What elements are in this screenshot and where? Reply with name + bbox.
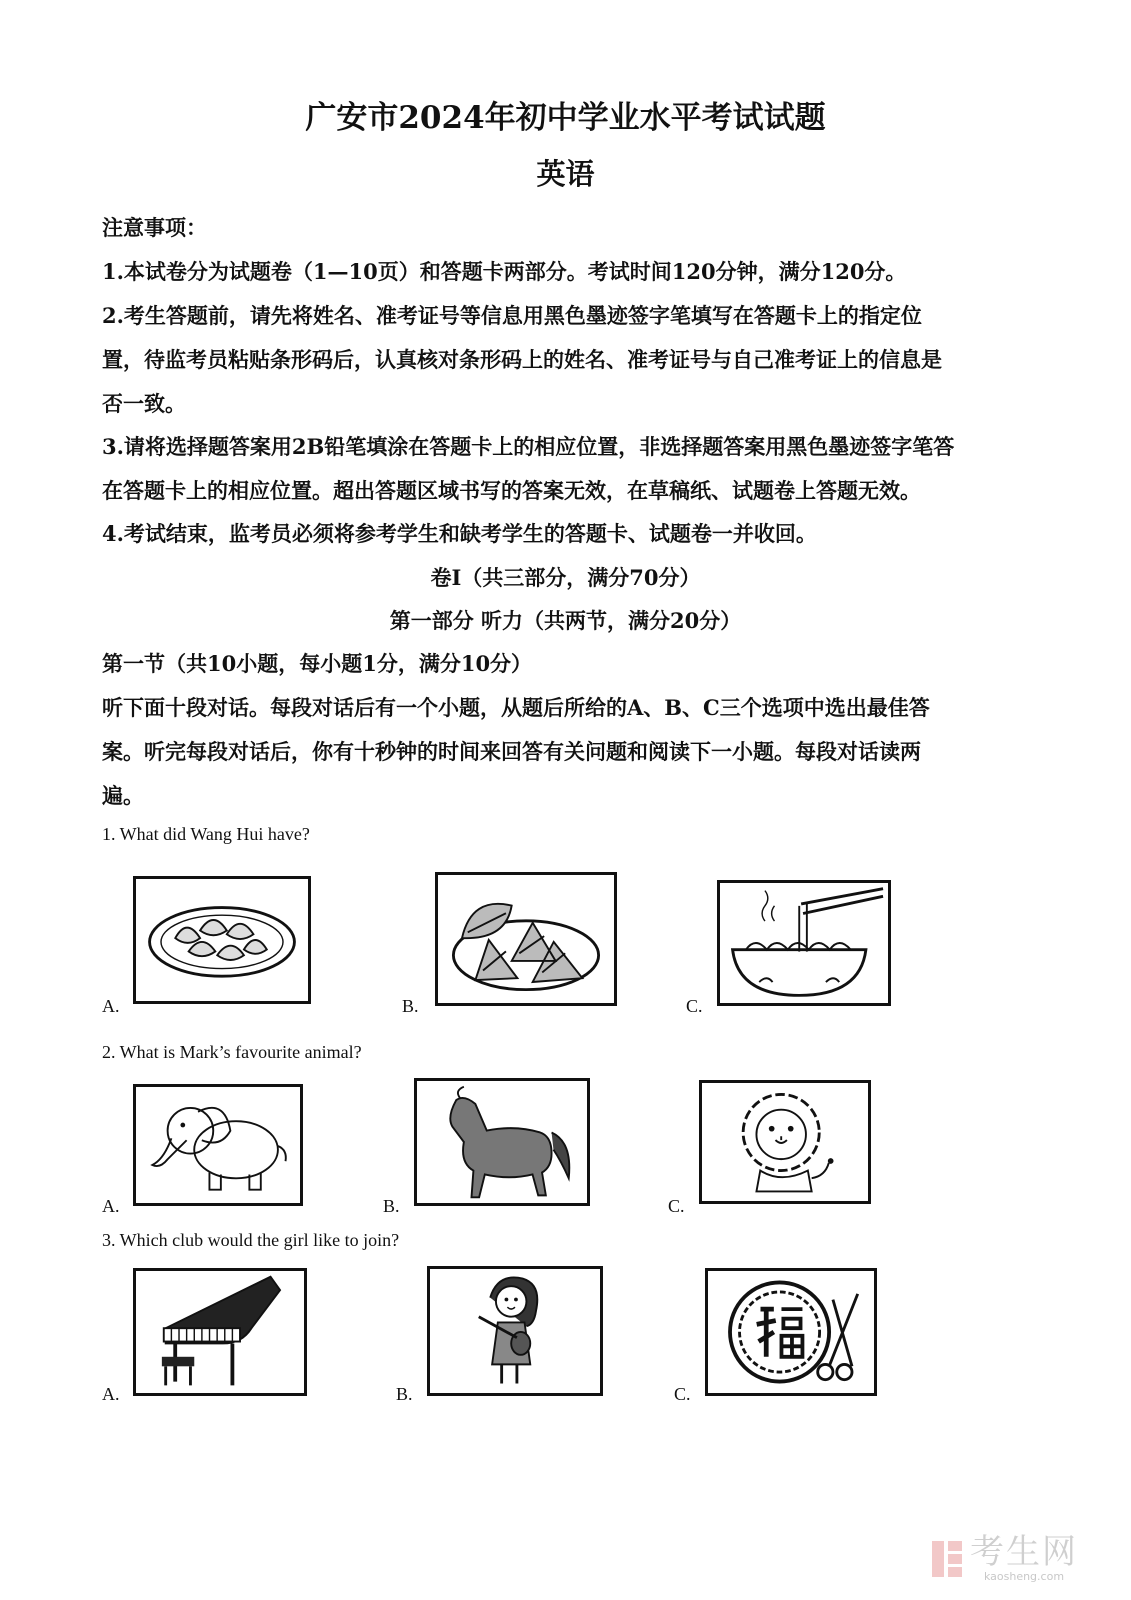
section-title: 第一节（共10小题，每小题1分，满分10分） — [102, 651, 533, 676]
notice-line: 4.考试结束，监考员必须将参考学生和缺考学生的答题卡、试题卷一并收回。 — [102, 521, 817, 546]
guitar-girl-icon[interactable] — [427, 1266, 603, 1396]
volume-heading: 卷Ⅰ（共三部分，满分70分） — [430, 565, 701, 590]
option-label: B. — [402, 996, 419, 1016]
option-label: C. — [686, 996, 703, 1016]
option-label: B. — [383, 1196, 400, 1216]
option-label: C. — [668, 1196, 685, 1216]
option-label: C. — [674, 1384, 691, 1404]
lion-icon[interactable] — [699, 1080, 871, 1204]
option-label: B. — [396, 1384, 413, 1404]
paper-cutting-icon[interactable] — [705, 1268, 877, 1396]
option-label: A. — [102, 1384, 120, 1404]
notice-heading: 注意事项： — [102, 215, 207, 240]
watermark — [930, 1534, 1078, 1583]
horse-icon[interactable] — [414, 1078, 590, 1206]
instruction-line: 遍。 — [102, 783, 144, 808]
subject-title: 英语 — [536, 157, 595, 191]
elephant-icon[interactable] — [133, 1084, 303, 1206]
noodles-icon[interactable] — [717, 880, 891, 1006]
watermark-en: kaosheng.com — [983, 1570, 1065, 1583]
question-2: 2. What is Mark’s favourite animal? — [102, 1042, 362, 1062]
question-1: 1. What did Wang Hui have? — [102, 824, 310, 844]
notice-line: 3.请将选择题答案用2B铅笔填涂在答题卡上的相应位置，非选择题答案用黑色墨迹签字笔答 — [102, 434, 955, 459]
notice-line: 1.本试卷分为试题卷（1—10页）和答题卡两部分。考试时间120分钟，满分120分。 — [102, 259, 907, 284]
option-label: A. — [102, 1196, 120, 1216]
page-title: 广安市2024年初中学业水平考试试题 — [305, 100, 826, 136]
watermark-cn: 考生网 — [970, 1532, 1078, 1572]
instruction-line: 案。听完每段对话后，你有十秒钟的时间来回答有关问题和阅读下一小题。每段对话读两 — [102, 739, 921, 764]
part-heading: 第一部分 听力（共两节，满分20分） — [389, 608, 742, 633]
option-label: A. — [102, 996, 120, 1016]
notice-line: 在答题卡上的相应位置。超出答题区域书写的答案无效，在草稿纸、试题卷上答题无效。 — [102, 478, 921, 503]
kaosheng-logo-icon — [930, 1539, 964, 1579]
notice-line: 置，待监考员粘贴条形码后，认真核对条形码上的姓名、准考证号与自己准考证上的信息是 — [102, 347, 942, 372]
piano-icon[interactable] — [133, 1268, 307, 1396]
notice-line: 2.考生答题前，请先将姓名、准考证号等信息用黑色墨迹签字笔填写在答题卡上的指定位 — [102, 303, 922, 328]
instruction-line: 听下面十段对话。每段对话后有一个小题，从题后所给的A、B、C三个选项中选出最佳答 — [102, 695, 930, 720]
zongzi-icon[interactable] — [435, 872, 617, 1006]
question-3: 3. Which club would the girl like to join? — [102, 1230, 400, 1250]
dumplings-icon[interactable] — [133, 876, 311, 1004]
notice-line: 否一致。 — [102, 391, 186, 416]
